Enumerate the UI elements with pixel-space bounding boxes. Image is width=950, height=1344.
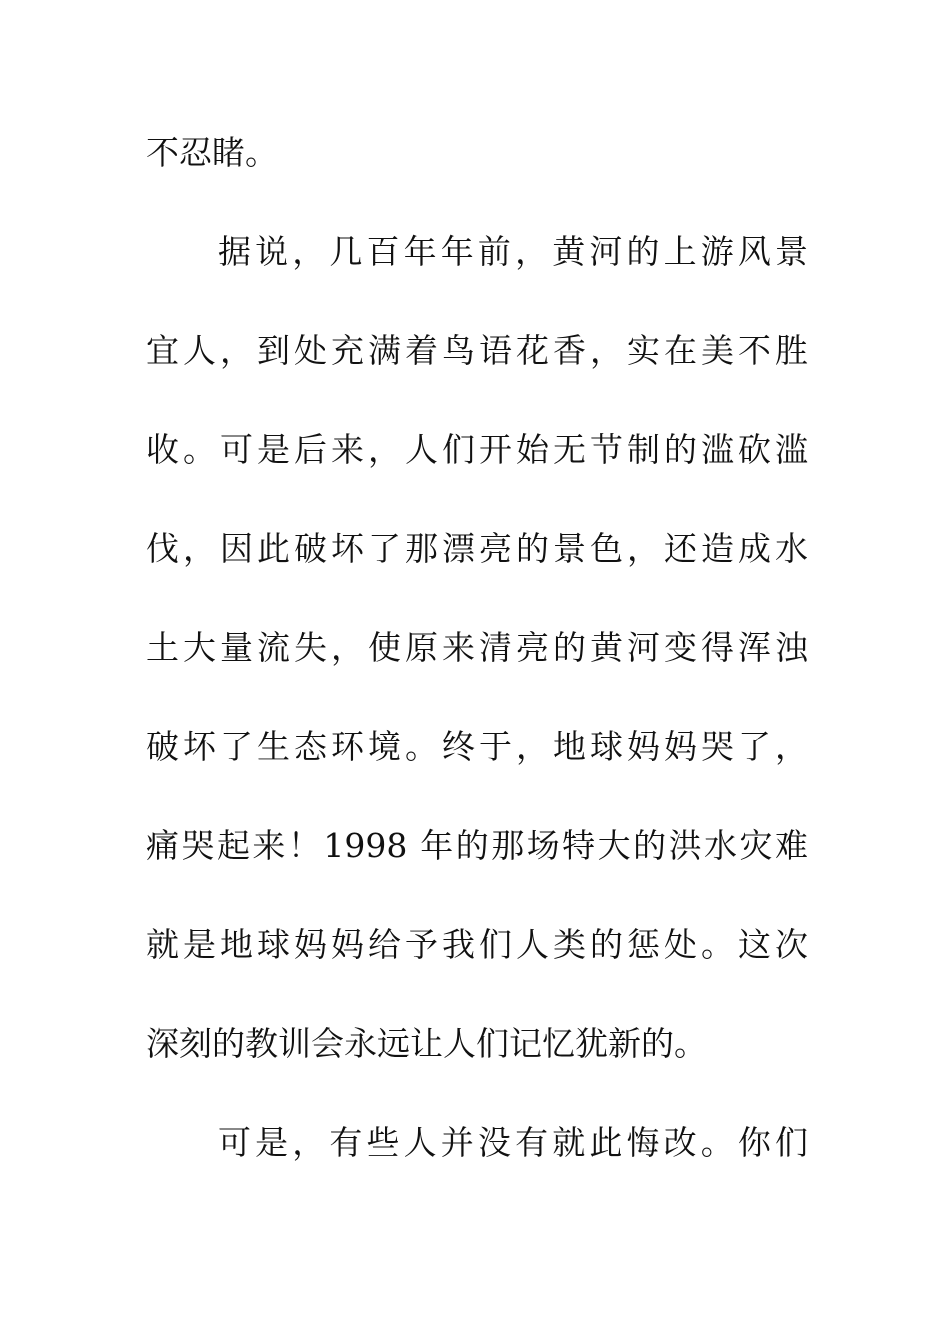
text-line: 就是地球妈妈给予我们人类的惩处。这次 <box>146 925 808 964</box>
text-line: 宜人，到处充满着鸟语花香，实在美不胜 <box>146 331 808 370</box>
text-line: 破坏了生态环境。终于，地球妈妈哭了， <box>146 727 808 766</box>
text-line: 不忍睹。 <box>146 133 278 172</box>
text-line: 收。可是后来，人们开始无节制的滥砍滥 <box>146 430 808 469</box>
text-line: 深刻的教训会永远让人们记忆犹新的。 <box>146 1024 707 1063</box>
text-line: 土大量流失，使原来清亮的黄河变得浑浊 <box>146 628 808 667</box>
text-line: 痛哭起来！1998 年的那场特大的洪水灾难 <box>146 826 808 865</box>
paragraph-start-line: 据说，几百年年前，黄河的上游风景 <box>218 232 808 271</box>
body-text <box>146 122 808 1211</box>
text-line: 伐，因此破坏了那漂亮的景色，还造成水 <box>146 529 808 568</box>
paragraph-start-line: 可是，有些人并没有就此悔改。你们 <box>218 1123 808 1162</box>
